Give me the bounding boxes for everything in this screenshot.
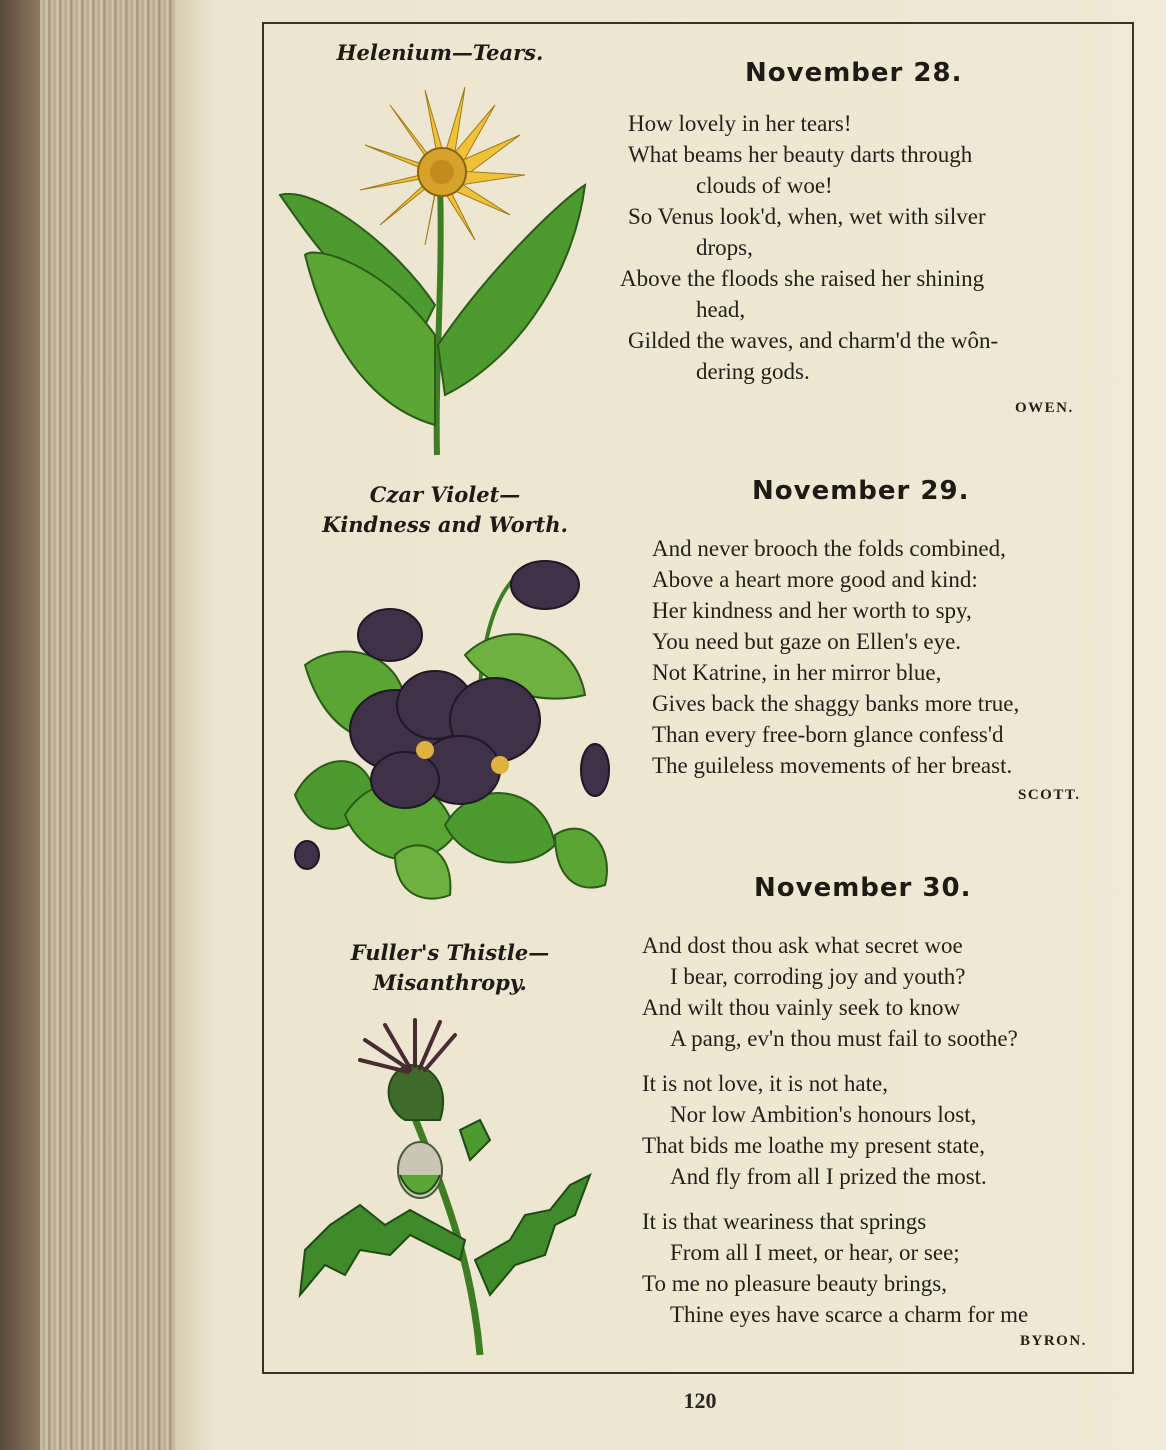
stanza-gap xyxy=(642,1192,1122,1206)
poem-line: You need but gaze on Ellen's eye. xyxy=(652,629,962,654)
poem-line: clouds of woe! xyxy=(696,173,833,198)
poem-line: And never brooch the folds combined, xyxy=(652,536,1006,561)
poem-line: That bids me loathe my present state, xyxy=(642,1133,985,1158)
poem-line: To me no pleasure beauty brings, xyxy=(642,1271,947,1296)
poem-line: Above a heart more good and kind: xyxy=(652,567,978,592)
helenium-illustration xyxy=(275,75,595,465)
poem-line: Gilded the waves, and charm'd the wôn- xyxy=(628,328,999,353)
flower-caption-czar-violet xyxy=(295,480,595,540)
poem-nov-29 xyxy=(652,533,1122,781)
book-page-edges xyxy=(0,0,175,1450)
date-heading-nov-29: November 29. xyxy=(752,476,970,506)
poem-line: From all I meet, or hear, or see; xyxy=(670,1240,960,1265)
poem-line: Nor low Ambition's honours lost, xyxy=(670,1102,977,1127)
poem-line: dering gods. xyxy=(696,359,810,384)
poem-line: And fly from all I prized the most. xyxy=(670,1164,987,1189)
poem-line: I bear, corroding joy and youth? xyxy=(670,964,966,989)
poem-nov-30 xyxy=(642,930,1122,1330)
flower-caption-fullers-thistle xyxy=(300,938,600,998)
poem-line: What beams her beauty darts through xyxy=(628,142,973,167)
poem-line: It is not love, it is not hate, xyxy=(642,1071,888,1096)
caption-line: Helenium—Tears. xyxy=(336,40,544,65)
poem-line: Not Katrine, in her mirror blue, xyxy=(652,660,942,685)
stanza-gap xyxy=(642,1054,1122,1068)
author-scott: SCOTT. xyxy=(1018,787,1081,803)
caption-line: Fuller's Thistle— xyxy=(350,940,550,965)
page-number: 120 xyxy=(683,1388,717,1413)
date-heading-nov-30: November 30. xyxy=(754,873,972,903)
poem-line: And wilt thou vainly seek to know xyxy=(642,995,961,1020)
poem-line: It is that weariness that springs xyxy=(642,1209,927,1234)
poem-line: How lovely in her tears! xyxy=(628,111,852,136)
author-byron: BYRON. xyxy=(1020,1333,1087,1349)
czar-violet-illustration xyxy=(285,555,620,915)
poem-line: Her kindness and her worth to spy, xyxy=(652,598,972,623)
author-owen: OWEN. xyxy=(1015,400,1074,416)
fullers-thistle-illustration xyxy=(290,1010,600,1360)
poem-line: A pang, ev'n thou must fail to soothe? xyxy=(670,1026,1018,1051)
poem-line: head, xyxy=(696,297,746,322)
poem-line: Above the floods she raised her shining xyxy=(620,266,985,291)
caption-line: Kindness and Worth. xyxy=(322,512,568,537)
poem-line: Thine eyes have scarce a charm for me xyxy=(670,1302,1029,1327)
flower-caption-helenium xyxy=(300,38,580,68)
poem-line: Than every free-born glance confess'd xyxy=(652,722,1004,747)
poem-line: drops, xyxy=(696,235,753,260)
caption-line: Czar Violet— xyxy=(369,482,521,507)
date-heading-nov-28: November 28. xyxy=(745,58,963,88)
poem-line: The guileless movements of her breast. xyxy=(652,753,1013,778)
poem-nov-28 xyxy=(620,108,1108,387)
caption-line: Misanthropy. xyxy=(373,970,527,995)
poem-line: And dost thou ask what secret woe xyxy=(642,933,963,958)
poem-line: Gives back the shaggy banks more true, xyxy=(652,691,1020,716)
poem-line: So Venus look'd, when, wet with silver xyxy=(628,204,986,229)
